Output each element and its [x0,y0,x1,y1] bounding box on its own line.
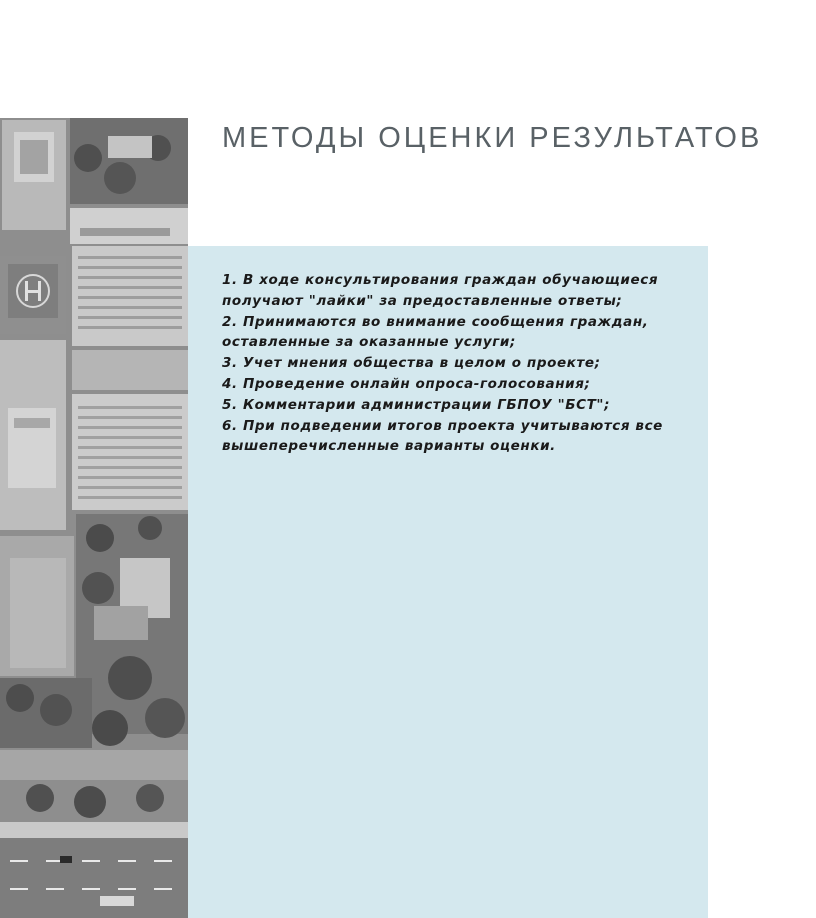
list-item: 1. В ходе консультирования граждан обучающиеся получают "лайки" за предоставленные ответы; [222,272,659,309]
list-item: 2. Принимаются во внимание сообщения граждан, оставленные за оказанные услуги; [222,313,649,351]
evaluation-methods-list [222,270,708,457]
list-item: 5. Комментарии администрации ГБПОУ "БСТ"; [222,396,611,413]
city-aerial-photo [0,118,188,918]
list-item: 4. Проведение онлайн опроса-голосования; [222,375,591,392]
list-item: 6. При подведении итогов проекта учитываются все вышеперечисленные варианты оценки. [222,417,663,455]
slide-title: МЕТОДЫ ОЦЕНКИ РЕЗУЛЬТАТОВ [222,122,763,154]
list-item: 3. Учет мнения общества в целом о проекте; [222,355,601,372]
